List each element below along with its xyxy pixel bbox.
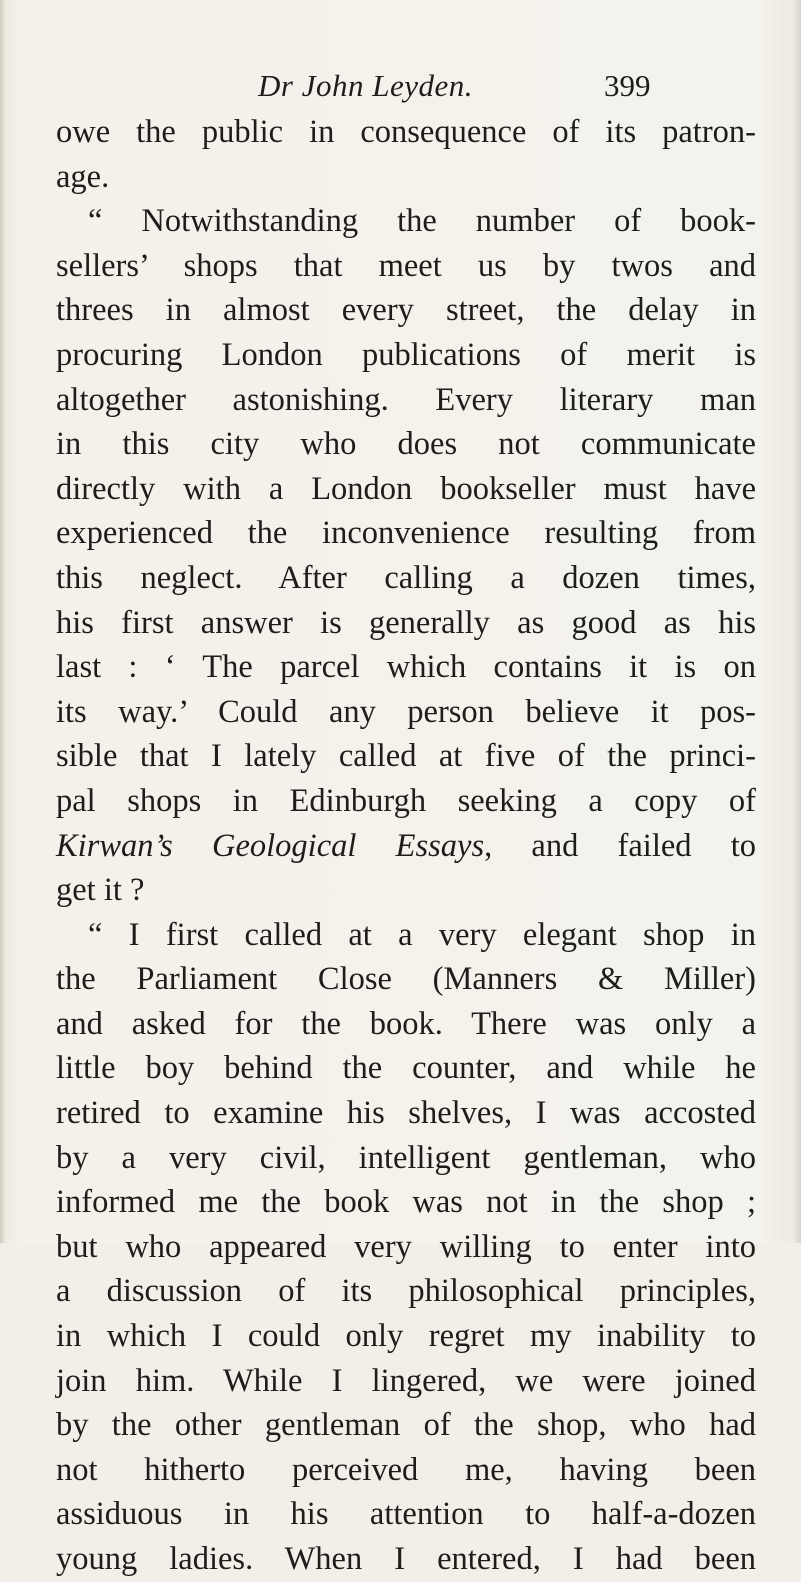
- text-line: age.: [56, 158, 110, 195]
- text-line: young ladies. When I entered, I had been: [56, 1541, 756, 1577]
- text-line: its way.’ Could any person believe it pos-: [56, 693, 756, 730]
- text-line: his first answer is generally as good as his: [56, 604, 756, 641]
- text-line: sible that I lately called at five of the princi-: [56, 738, 756, 775]
- text-line: last : ‘ The parcel which contains it is on: [56, 649, 756, 686]
- text-line: threes in almost every street, the delay in: [56, 292, 756, 329]
- running-title: Dr John Leyden.: [258, 68, 473, 103]
- text-line: a discussion of its philosophical principles,: [56, 1273, 756, 1310]
- book-title: Kirwan’s Geological Essays: [56, 827, 485, 864]
- text-line: join him. While I lingered, we were joined: [56, 1362, 756, 1399]
- text-line: in this city who does not communicate: [56, 426, 756, 463]
- text-line: the Parliament Close (Manners & Miller): [56, 961, 756, 998]
- page-number: 399: [604, 68, 651, 103]
- text-line: “ Notwithstanding the number of book-: [88, 203, 756, 240]
- text-line: by the other gentleman of the shop, who had: [56, 1407, 756, 1444]
- text-line: but who appeared very willing to enter into: [56, 1228, 756, 1265]
- text-line: assiduous in his attention to half-a-dozen: [56, 1496, 756, 1533]
- body-text: [56, 110, 756, 1582]
- text-line: this neglect. After calling a dozen times,: [56, 559, 756, 596]
- text-line: pal shops in Edinburgh seeking a copy of: [56, 782, 756, 819]
- text-line-tail: , and failed to: [484, 827, 756, 864]
- page-left-edge: [0, 0, 6, 1243]
- text-line: experienced the inconvenience resulting from: [56, 515, 756, 552]
- text-line: not hitherto perceived me, having been: [56, 1451, 756, 1488]
- text-line: get it ?: [56, 872, 145, 909]
- text-line-with-title: [56, 824, 756, 869]
- text-line: in which I could only regret my inability to: [56, 1318, 756, 1355]
- text-line: informed me the book was not in the shop ;: [56, 1184, 756, 1221]
- page-right-edge: [791, 0, 801, 1243]
- text-line: procuring London publications of merit is: [56, 336, 756, 373]
- text-line: sellers’ shops that meet us by twos and: [56, 247, 756, 284]
- text-line: owe the public in consequence of its patron-: [56, 114, 756, 150]
- text-line: directly with a London bookseller must have: [56, 470, 756, 507]
- text-line: little boy behind the counter, and while he: [56, 1050, 756, 1087]
- text-line: retired to examine his shelves, I was accosted: [56, 1095, 756, 1132]
- text-line: altogether astonishing. Every literary man: [56, 381, 756, 418]
- text-line: by a very civil, intelligent gentleman, who: [56, 1139, 756, 1176]
- text-line: and asked for the book. There was only a: [56, 1005, 756, 1042]
- text-line: “ I first called at a very elegant shop in: [88, 916, 756, 953]
